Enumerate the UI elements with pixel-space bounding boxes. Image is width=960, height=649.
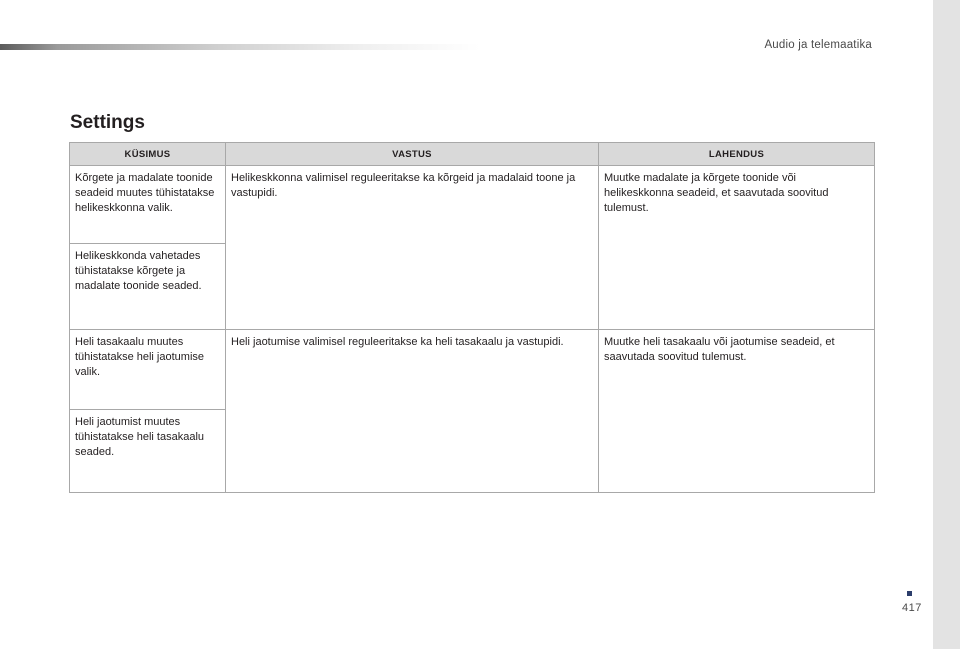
section-label: Audio ja telemaatika (764, 39, 872, 51)
column-header-solution: LAHENDUS (599, 143, 875, 166)
question-cell: Kõrgete ja madalate toonide seadeid muutes tühistatakse helikeskkonna valik. (70, 166, 226, 244)
header-gradient-bar (0, 44, 480, 50)
column-header-question: KÜSIMUS (70, 143, 226, 166)
question-cell: Heli jaotumist muutes tühistatakse heli tasakaalu seaded. (70, 410, 226, 493)
answer-cell: Heli jaotumise valimisel reguleeritakse ka heli tasakaalu ja vastupidi. (226, 330, 599, 493)
faq-table (69, 142, 875, 493)
side-tab-strip (933, 0, 960, 649)
question-cell: Helikeskkonda vahetades tühistatakse kõrgete ja madalate toonide seaded. (70, 244, 226, 330)
solution-cell: Muutke madalate ja kõrgete toonide või helikeskkonna seadeid, et saavutada soovitud tulemust. (599, 166, 875, 330)
table-row (70, 166, 875, 244)
solution-cell: Muutke heli tasakaalu või jaotumise seadeid, et saavutada soovitud tulemust. (599, 330, 875, 493)
question-cell: Heli tasakaalu muutes tühistatakse heli jaotumise valik. (70, 330, 226, 410)
page-corner-mark (907, 591, 912, 596)
table-header-row (70, 143, 875, 166)
table-row (70, 330, 875, 410)
page-number: 417 (902, 602, 922, 614)
answer-cell: Helikeskkonna valimisel reguleeritakse ka kõrgeid ja madalaid toone ja vastupidi. (226, 166, 599, 330)
column-header-answer: VASTUS (226, 143, 599, 166)
page-title: Settings (70, 112, 145, 133)
